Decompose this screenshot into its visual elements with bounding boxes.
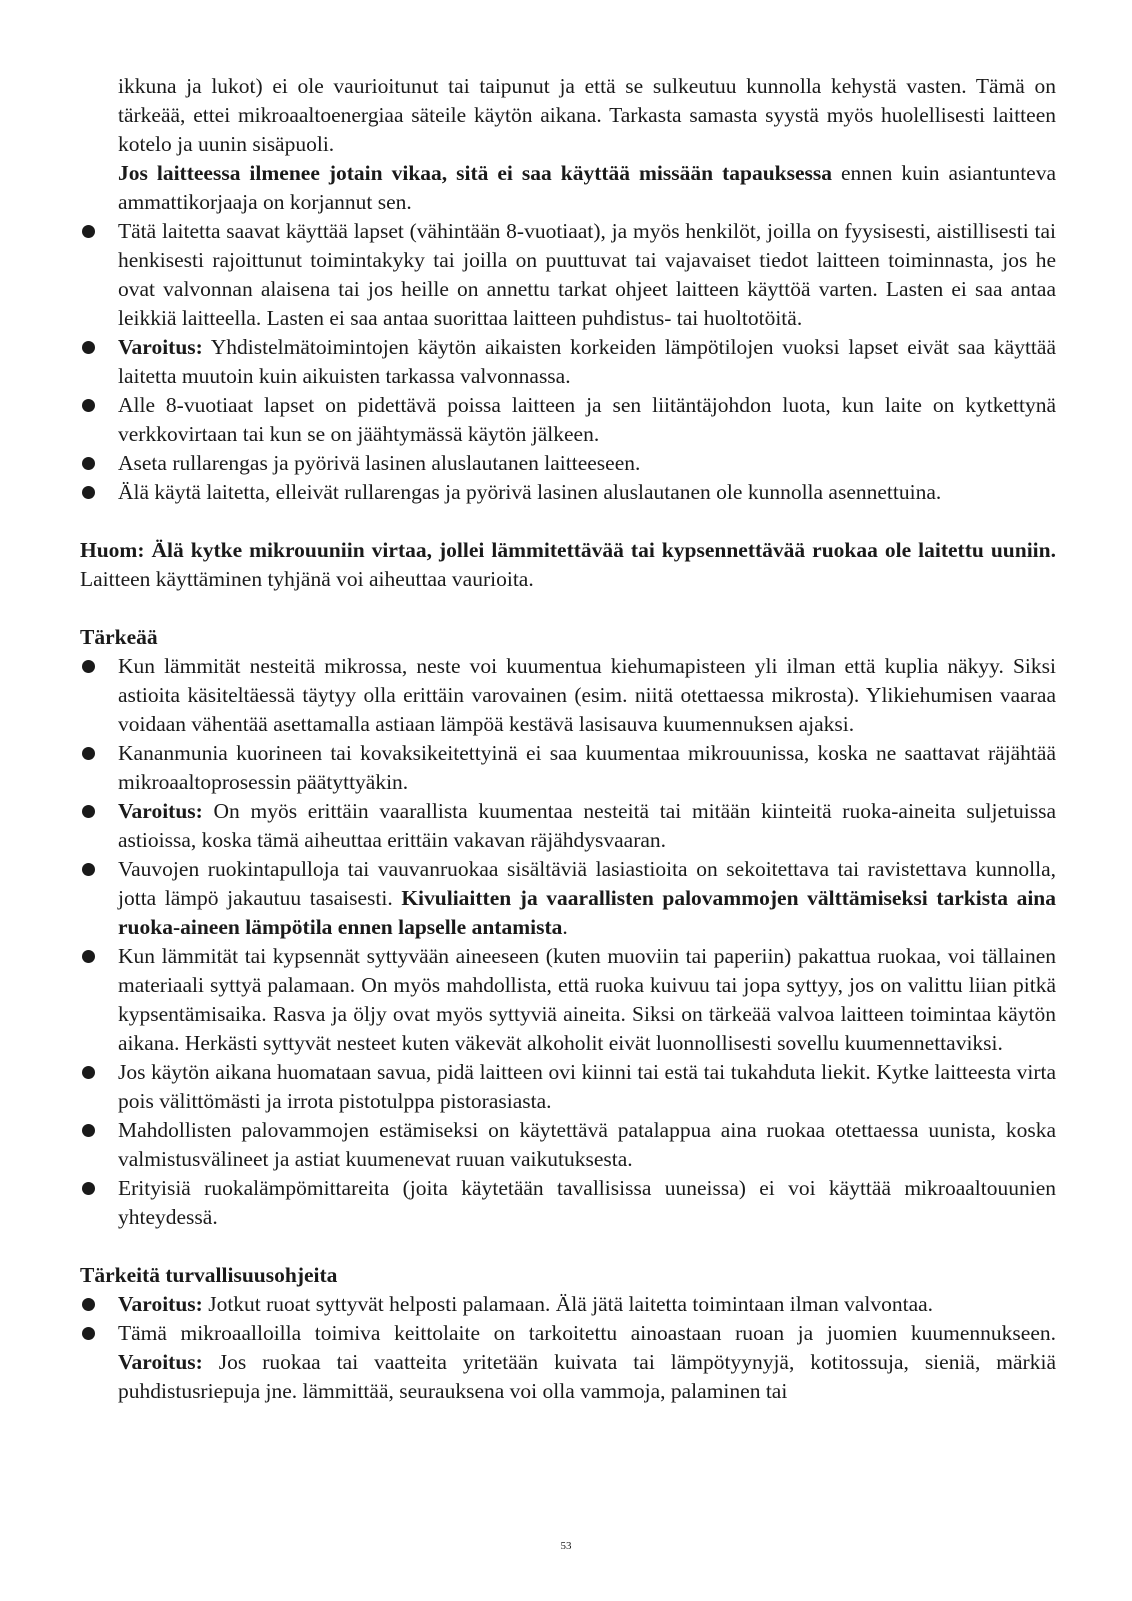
intro-warning-rest: ennen kuin asiantunteva ammattikorjaaja on korjannut sen.: [118, 161, 1057, 214]
section-heading-tarkeaa: Tärkeää: [80, 625, 158, 649]
page-number: 53: [560, 1540, 572, 1552]
document-page: [80, 72, 1056, 1406]
list-item: [80, 942, 1056, 1058]
list-item-bold: Varoitus:: [118, 1292, 203, 1316]
list-item: [80, 739, 1056, 797]
list-item: [80, 1058, 1056, 1116]
note-rest: Laitteen käyttäminen tyhjänä voi aiheuttaa vaurioita.: [80, 567, 534, 591]
list-item: [80, 1116, 1056, 1174]
note-paragraph: [80, 536, 1056, 594]
list-item: [80, 333, 1056, 391]
spacer: [80, 1232, 1056, 1261]
list-item-text: Jos käytön aikana huomataan savua, pidä laitteen ovi kiinni tai estä tai tukahduta liekit. Kytke laitteesta virta pois välittömästi ja irrota pistotulppa pistorasiasta.: [118, 1060, 1056, 1113]
section-heading-turvallisuusohjeita: Tärkeitä turvallisuusohjeita: [80, 1263, 338, 1287]
list-item-bold: Varoitus:: [118, 1350, 203, 1374]
list-item: [80, 855, 1056, 942]
list-item: [80, 217, 1056, 333]
list-item: [80, 1174, 1056, 1232]
list-item-text: Mahdollisten palovammojen estämiseksi on käytettävä patalappua aina ruokaa otettaessa uunista, koska valmistusvälineet ja astiat kuumenevat ruuan vaikutuksesta.: [118, 1118, 1056, 1171]
list-item-text: Alle 8-vuotiaat lapset on pidettävä poissa laitteen ja sen liitäntäjohdon luota, kun laite on kytkettynä verkkovirtaan tai kun se on jäähtymässä käytön jälkeen.: [118, 393, 1056, 446]
list-item-text: Tätä laitetta saavat käyttää lapset (vähintään 8-vuotiaat), ja myös henkilöt, joilla on fyysisesti, aistillisesti tai henkisesti rajoittunut toimintakyky tai joilla on puuttuvat tai vajavaiset tiedot laitteen toiminnasta, jos he ovat valvonnan alaisena tai jos heille on annettu tarkat ohjeet laitteen käyttöä varten. Lasten ei saa antaa leikkiä laitteella. Lasten ei saa antaa suorittaa laitteen puhdistus- tai huoltotöitä.: [118, 219, 1056, 330]
intro-warning-bold: Jos laitteessa ilmenee jotain vikaa, sitä ei saa käyttää missään tapauksessa: [118, 161, 833, 185]
list-item-text: Erityisiä ruokalämpömittareita (joita käytetään tavallisissa uuneissa) ei voi käyttää mikroaaltouunien yhteydessä.: [118, 1176, 1056, 1229]
list-item-text: .: [562, 915, 568, 939]
spacer: [80, 594, 1056, 623]
list-item-bold: Kivuliaitten ja vaarallisten palovammojen välttämiseksi tarkista aina ruoka-aineen lämpötila ennen lapselle antamista: [118, 886, 1057, 939]
list-item-text: Jotkut ruoat syttyvät helposti palamaan. Älä jätä laitetta toimintaan ilman valvontaa.: [202, 1292, 934, 1316]
list-item-text: On myös erittäin vaarallista kuumentaa nesteitä tai mitään kiinteitä ruoka-aineita suljetuissa astioissa, koska tämä aiheuttaa erittäin vakavan räjähdysvaaran.: [118, 799, 1056, 852]
intro-warning-paragraph: [80, 159, 1056, 217]
list-item-pre: Vauvojen ruokintapulloja tai vauvanruokaa sisältäviä lasiastioita on sekoitettava tai ravistettava kunnolla, jotta lämpö jakautuu tasaisesti.: [118, 857, 1056, 910]
list-item: [80, 1319, 1056, 1406]
list-item-text: Aseta rullarengas ja pyörivä lasinen aluslautanen laitteeseen.: [118, 451, 641, 475]
list-item: [80, 449, 1056, 478]
list-item: [80, 391, 1056, 449]
spacer: [80, 507, 1056, 536]
list-item-bold: Varoitus:: [118, 335, 203, 359]
list-item: [80, 797, 1056, 855]
bullet-list-3: [80, 1290, 1056, 1406]
list-item: [80, 1290, 1056, 1319]
list-item-text: Kun lämmität nesteitä mikrossa, neste voi kuumentua kiehumapisteen yli ilman että kuplia näkyy. Siksi astioita käsiteltäessä täytyy olla erittäin varovainen (esim. niitä otettaessa mikrosta). Ylikiehumisen vaaraa voidaan vähentää asettamalla astiaan lämpöä kestävä lasisauva kuumennuksen ajaksi.: [118, 654, 1056, 736]
list-item-pre: Tämä mikroaalloilla toimiva keittolaite on tarkoitettu ainoastaan ruoan ja juomien kuumennukseen.: [118, 1321, 1056, 1345]
list-item-text: Älä käytä laitetta, elleivät rullarengas ja pyörivä lasinen aluslautanen ole kunnolla asennettuina.: [118, 480, 942, 504]
list-item-text: Jos ruokaa tai vaatteita yritetään kuivata tai lämpötyynyjä, kotitossuja, sieniä, märkiä puhdistusriepuja jne. lämmittää, seurauksena voi olla vammoja, palaminen tai: [118, 1350, 1056, 1403]
list-item-bold: Varoitus:: [118, 799, 203, 823]
list-item-text: Kun lämmität tai kypsennät syttyvään aineeseen (kuten muoviin tai paperiin) pakattua ruokaa, voi tällainen materiaali syttyä palamaan. On myös mahdollista, että ruoka kuivuu tai jopa syttyy, jos on valittu liian pitkä kypsentämisaika. Rasva ja öljy ovat myös syttyviä aineita. Siksi on tärkeää valvoa laitteen toimintaa käytön aikana. Herkästi syttyvät nesteet kuten väkevät alkoholit eivät luonnollisesti sovellu kuumennettaviksi.: [118, 944, 1056, 1055]
bullet-list-1: [80, 217, 1056, 507]
list-item: [80, 478, 1056, 507]
note-bold: Huom: Älä kytke mikrouuniin virtaa, jollei lämmitettävää tai kypsennettävää ruokaa ole laitettu uuniin.: [80, 538, 1056, 562]
bullet-list-2: [80, 652, 1056, 1232]
list-item: [80, 652, 1056, 739]
list-item-text: Kananmunia kuorineen tai kovaksikeitettyinä ei saa kuumentaa mikrouunissa, koska ne saattavat räjähtää mikroaaltoprosessin päätyttyäkin.: [118, 741, 1056, 794]
intro-paragraph: ikkuna ja lukot) ei ole vaurioitunut tai taipunut ja että se sulkeutuu kunnolla kehystä vasten. Tämä on tärkeää, ettei mikroaaltoenergiaa säteile käytön aikana. Tarkasta samasta syystä myös huolellisesti laitteen kotelo ja uunin sisäpuoli.: [118, 74, 1056, 156]
list-item-text: Yhdistelmätoimintojen käytön aikaisten korkeiden lämpötilojen vuoksi lapset eivät saa käyttää laitetta muutoin kuin aikuisten tarkassa valvonnassa.: [118, 335, 1056, 388]
